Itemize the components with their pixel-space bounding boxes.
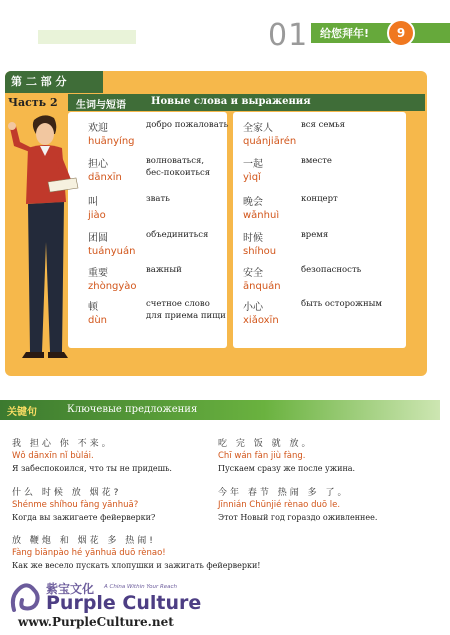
- sentence-item: [218, 485, 423, 522]
- vocab-hanzi: 欢迎: [88, 123, 108, 134]
- purple-culture-logo-icon: [10, 582, 44, 612]
- sentence-pinyin: Chī wán fàn jiù fàng.: [218, 451, 306, 461]
- watermark-brand: Purple Culture: [46, 592, 202, 614]
- header-strip: [38, 30, 136, 44]
- vocab-hanzi: 顿: [88, 302, 98, 313]
- vocab-translation: быть осторожным: [301, 299, 383, 309]
- vocab-hanzi: 团圆: [88, 233, 108, 244]
- vocab-pinyin: ānquán: [243, 281, 281, 292]
- part-label-ru: Часть 2: [8, 96, 58, 109]
- sentence-translation: Я забеспокоился, что ты не придешь.: [12, 464, 172, 473]
- lesson-number: 01: [268, 18, 309, 53]
- vocab-hanzi: 小心: [243, 302, 263, 313]
- sentence-pinyin: Jīnnián Chūnjié rènao duō le.: [218, 500, 341, 510]
- vocab-pinyin: wǎnhuì: [243, 210, 280, 221]
- sentence-pinyin: Fàng biānpào hé yānhuā duō rènao!: [12, 548, 166, 558]
- sentence-pinyin: Shénme shíhou fàng yānhuā?: [12, 500, 139, 510]
- vocab-item: [88, 229, 209, 257]
- vocab-translation: безопасность: [301, 265, 362, 275]
- vocab-item: [243, 119, 346, 147]
- vocab-item: [243, 229, 329, 257]
- key-sentences-label-cn: 关键句: [7, 407, 37, 418]
- vocab-translation: важный: [146, 265, 182, 275]
- key-sentences-bar: [0, 400, 440, 420]
- vocab-pinyin: jiào: [88, 210, 106, 221]
- vocab-translation: звать: [146, 194, 170, 204]
- sentence-hanzi: 放 鞭炮 和 烟花 多 热闹!: [12, 536, 156, 546]
- vocab-pinyin: huānyíng: [88, 136, 135, 147]
- vocab-pinyin: xiǎoxīn: [243, 315, 279, 326]
- sentence-translation: Пускаем сразу же после ужина.: [218, 464, 356, 473]
- vocab-translation: объединиться: [146, 230, 209, 240]
- watermark-cn: 紫宝文化: [46, 582, 95, 596]
- vocab-pinyin: dùn: [88, 315, 108, 326]
- vocab-hanzi: 晚会: [243, 197, 263, 208]
- vocab-pinyin: zhòngyào: [88, 281, 137, 292]
- sentence-hanzi: 我 担心 你 不来。: [12, 439, 114, 449]
- vocab-title-cn: 生词与短语: [76, 100, 126, 111]
- vocab-item: [243, 264, 362, 292]
- sentence-translation: Этот Новый год гораздо оживленнее.: [218, 513, 378, 522]
- sentence-hanzi: 吃 完 饭 就 放。: [218, 439, 314, 449]
- man-with-book-illustration: [0, 112, 80, 367]
- vocab-pinyin: yìqǐ: [243, 172, 261, 183]
- vocab-pinyin: dānxīn: [88, 172, 122, 183]
- vocab-translation: вся семья: [301, 120, 346, 130]
- vocab-item: [243, 298, 383, 326]
- vocab-hanzi: 全家人: [243, 123, 273, 134]
- key-sentences-title: Ключевые предложения: [67, 404, 198, 415]
- vocab-translation: концерт: [301, 194, 338, 204]
- vocab-hanzi: 一起: [243, 159, 263, 170]
- vocab-hanzi: 重要: [88, 268, 108, 279]
- vocab-item: [88, 193, 170, 221]
- vocab-item: [243, 155, 332, 183]
- sentence-item: [218, 436, 423, 473]
- vocab-translation: добро пожаловать: [146, 120, 229, 130]
- vocab-hanzi: 安全: [243, 268, 263, 279]
- sentence-translation: Как же весело пускать хлопушки и зажигать фейерверки!: [12, 561, 261, 570]
- watermark-tagline: A China Within Your Reach: [104, 584, 178, 590]
- vocab-translation: время: [301, 230, 329, 240]
- sentence-hanzi: 什么 时候 放 烟花?: [12, 488, 122, 498]
- vocab-translation: волноваться, бес-покоиться: [146, 156, 211, 178]
- vocab-translation: счетное слово для приема пищи: [146, 299, 226, 321]
- vocab-pinyin: quánjiārén: [243, 136, 297, 147]
- lesson-title: 给您拜年!: [320, 27, 370, 40]
- sentence-hanzi: 今年 春节 热闹 多 了。: [218, 488, 350, 498]
- part-label-cn: 第 二 部 分: [5, 71, 103, 93]
- sentence-pinyin: Wǒ dānxīn nǐ bùlái.: [12, 451, 94, 461]
- vocab-translation: вместе: [301, 156, 332, 166]
- vocab-item: [88, 264, 182, 292]
- sentence-item: [12, 436, 217, 473]
- vocab-item: [88, 298, 226, 326]
- vocab-pinyin: shíhou: [243, 246, 277, 257]
- vocab-item: [243, 193, 338, 221]
- vocab-item: [88, 119, 229, 147]
- vocab-pinyin: tuányuán: [88, 246, 136, 257]
- watermark-url: www.PurpleCulture.net: [18, 615, 174, 629]
- sentence-item: [12, 485, 217, 522]
- sentence-item: [12, 533, 312, 570]
- page-number: 9: [387, 19, 415, 47]
- vocab-hanzi: 时候: [243, 233, 263, 244]
- sentence-translation: Когда вы зажигаете фейерверки?: [12, 513, 156, 522]
- vocab-hanzi: 叫: [88, 197, 98, 208]
- vocab-hanzi: 担心: [88, 159, 108, 170]
- vocab-title-ru: Новые слова и выражения: [151, 96, 311, 107]
- vocab-item: [88, 155, 211, 183]
